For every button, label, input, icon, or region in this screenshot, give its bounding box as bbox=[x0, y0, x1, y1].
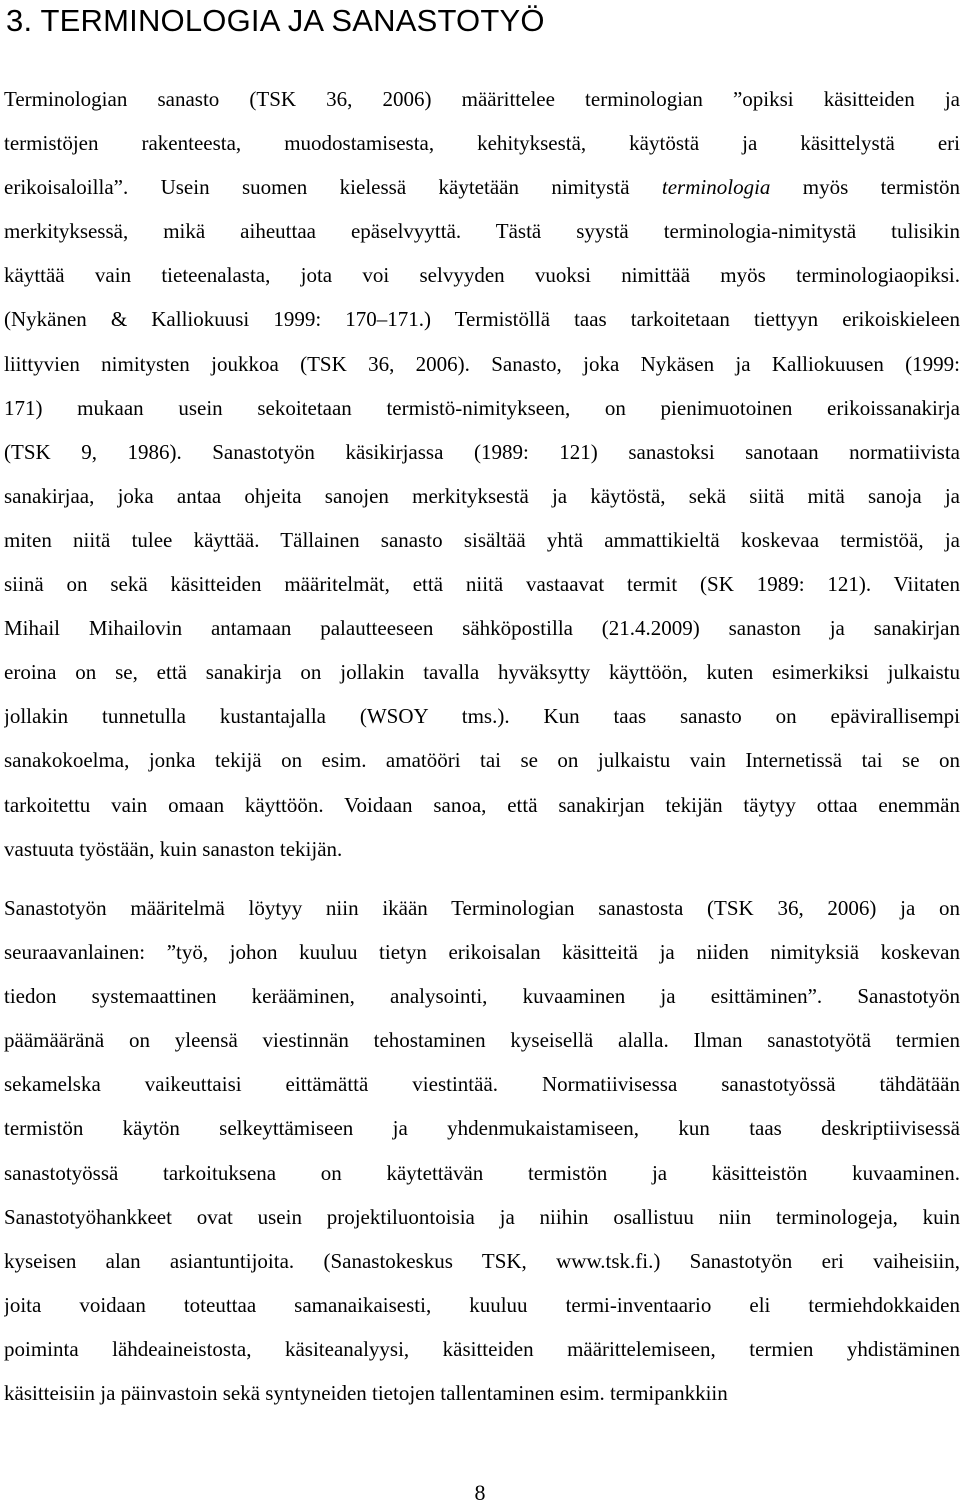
text-line: tiedon systemaattinen kerääminen, analysointi, kuvaaminen ja esittäminen”. Sanastotyön bbox=[4, 984, 960, 1009]
text-line: (Nykänen & Kalliokuusi 1999: 170–171.) Termistöllä taas tarkoitetaan tiettyyn erikoiskieleen bbox=[4, 307, 960, 332]
text-line: seuraavanlainen: ”työ, johon kuuluu tietyn erikoisalan käsitteitä ja niiden nimityksiä koskevan bbox=[4, 940, 960, 965]
body-paragraph-terminology bbox=[4, 77, 960, 871]
text-line: 171) mukaan usein sekoitetaan termistö-nimitykseen, on pienimuotoinen erikoissanakirja bbox=[4, 395, 960, 420]
page-number: 8 bbox=[474, 1480, 486, 1505]
text-segment: erikoisaloilla”. Usein suomen kielessä käytetään nimitystä bbox=[4, 175, 662, 200]
body-paragraph-sanastotyo bbox=[4, 886, 960, 1415]
text-line: miten niitä tulee käyttää. Tällainen sanasto sisältää yhtä ammattikieltä koskevaa termistöä, ja bbox=[4, 527, 960, 552]
text-line: sanastotyössä tarkoituksena on käytettävän termistön ja käsitteistön kuvaaminen. bbox=[4, 1160, 960, 1185]
text-line: Sanastotyön määritelmä löytyy niin ikään Terminologian sanastosta (TSK 36, 2006) ja on bbox=[4, 896, 960, 920]
text-line: käyttää vain tieteenalasta, jota voi selvyyden vuoksi nimittää myös terminologiaopiksi. bbox=[4, 263, 960, 288]
text-line: joita voidaan toteuttaa samanaikaisesti, kuuluu termi-inventaario eli termiehdokkaiden bbox=[4, 1292, 960, 1317]
section-heading: 3. TERMINOLOGIA JA SANASTOTYÖ bbox=[6, 3, 545, 38]
text-line: kyseisen alan asiantuntijoita. (Sanastokeskus TSK, www.tsk.fi.) Sanastotyön eri vaiheisiin, bbox=[4, 1248, 960, 1273]
text-line: Terminologian sanasto (TSK 36, 2006) määrittelee terminologian ”opiksi käsitteiden ja bbox=[4, 87, 960, 111]
text-line bbox=[4, 165, 960, 209]
text-line: päämääränä on yleensä viestinnän tehostaminen kyseisellä alalla. Ilman sanastotyötä termien bbox=[4, 1028, 960, 1053]
text-line: merkityksessä, mikä aiheuttaa epäselvyyttä. Tästä syystä terminologia-nimitystä tulisikin bbox=[4, 219, 960, 244]
text-line: (TSK 9, 1986). Sanastotyön käsikirjassa (1989: 121) sanastoksi sanotaan normatiivista bbox=[4, 439, 960, 464]
text-segment: myös termistön bbox=[770, 175, 960, 200]
text-line: tarkoitettu vain omaan käyttöön. Voidaan sanoa, että sanakirjan tekijän täytyy ottaa enemmän bbox=[4, 792, 960, 817]
text-line: käsitteisiin ja päinvastoin sekä syntyneiden tietojen tallentaminen esim. termipankkiin bbox=[4, 1381, 728, 1406]
text-line: Sanastotyöhankkeet ovat usein projektiluontoisia ja niihin osallistuu niin terminologeja, kuin bbox=[4, 1204, 960, 1229]
text-line: jollakin tunnetulla kustantajalla (WSOY tms.). Kun taas sanasto on epävirallisempi bbox=[4, 704, 960, 729]
text-line: Mihail Mihailovin antamaan palautteeseen sähköpostilla (21.4.2009) sanaston ja sanakirjan bbox=[4, 616, 960, 641]
text-line: sanakirjaa, joka antaa ohjeita sanojen merkityksestä ja käytöstä, sekä siitä mitä sanoja ja bbox=[4, 483, 960, 508]
text-line: eroina on se, että sanakirja on jollakin tavalla hyväksytty käyttöön, kuten esimerkiksi julkaistu bbox=[4, 660, 960, 685]
text-line: sanakokoelma, jonka tekijä on esim. amatööri tai se on julkaistu vain Internetissä tai se on bbox=[4, 748, 960, 773]
italic-term: terminologia bbox=[661, 175, 771, 200]
text-line: termistön käytön selkeyttämiseen ja yhdenmukaistamiseen, kun taas deskriptiivisessä bbox=[4, 1116, 960, 1141]
text-line: liittyvien nimitysten joukkoa (TSK 36, 2006). Sanasto, joka Nykäsen ja Kalliokuusen (1999: bbox=[4, 351, 960, 376]
text-line: siinä on sekä käsitteiden määritelmät, että niitä vastaavat termit (SK 1989: 121). Viitaten bbox=[4, 572, 960, 597]
text-line: poiminta lähdeaineistosta, käsiteanalyysi, käsitteiden määrittelemiseen, termien yhdistäminen bbox=[4, 1336, 960, 1361]
text-line: termistöjen rakenteesta, muodostamisesta, kehityksestä, käytöstä ja käsittelystä eri bbox=[4, 131, 960, 156]
text-line: sekamelska vaikeuttaisi eittämättä viestintää. Normatiivisessa sanastotyössä tähdätään bbox=[4, 1072, 960, 1097]
text-line: vastuuta työstään, kuin sanaston tekijän. bbox=[4, 836, 343, 861]
